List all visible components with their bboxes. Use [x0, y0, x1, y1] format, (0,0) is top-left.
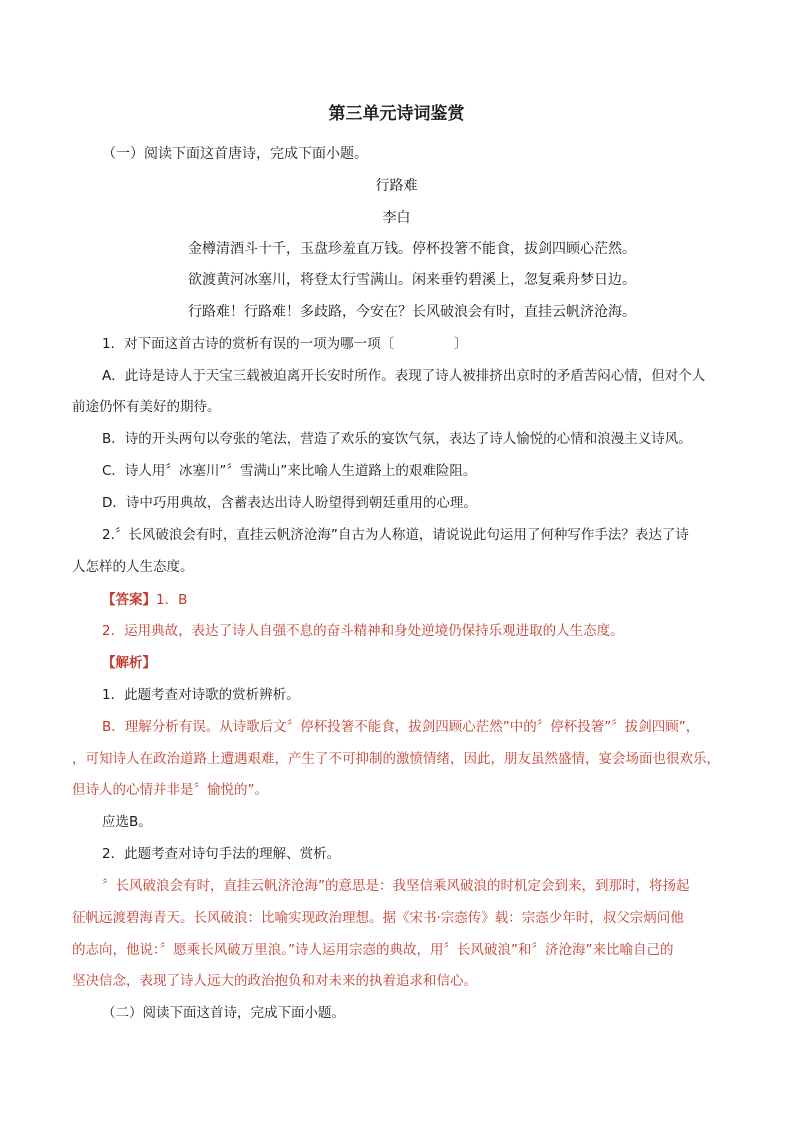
poem-line: 金樽清酒斗十千，玉盘珍羞直万钱。停杯投箸不能食，拔剑四顾心茫然。	[188, 241, 636, 257]
answer-label: 【答案】	[102, 592, 156, 608]
option-b: B．诗的开头两句以夸张的笔法，营造了欢乐的宴饮气氛，表达了诗人愉悦的心情和浪漫主义诗风。	[102, 431, 692, 447]
poem-author: 李白	[382, 210, 411, 226]
question-2: 2.〞长风破浪会有时，直挂云帆济沧海”自古为人称道，请说说此句运用了何种写作手法？表达了诗	[102, 527, 689, 543]
analysis-1-line: 但诗人的心情并非是〞愉悦的”。	[72, 782, 268, 798]
poem-line: 欲渡黄河冰塞川，将登太行雪满山。闲来垂钓碧溪上，忽复乘舟梦日边。	[188, 272, 636, 288]
analysis-2-line: 征帆远渡碧海青天。长风破浪：比喻实现政治理想。据《宋书·宗悫传》载：宗悫少年时，叔父宗炳问他	[72, 910, 684, 926]
question-2-cont: 人怎样的人生态度。	[72, 559, 194, 575]
option-c: C．诗人用〞冰塞川”〞雪满山”来比喻人生道路上的艰难险阻。	[102, 463, 477, 479]
poem-line: 行路难！行路难！多歧路，今安在？长风破浪会有时，直挂云帆济沧海。	[188, 304, 636, 320]
answer-line-1	[102, 590, 187, 610]
answer-2: 2．运用典故，表达了诗人自强不息的奋斗精神和身处逆境仍保持乐观进取的人生态度。	[102, 623, 624, 639]
option-a: A．此诗是诗人于天宝三载被迫离开长安时所作。表现了诗人被排挤出京时的矛盾苦闷心情，但对个人	[102, 368, 706, 384]
analysis-2-line: 坚决信念，表现了诗人远大的政治抱负和对未来的执着追求和信心。	[72, 973, 477, 989]
analysis-2-line: 〞长风破浪会有时，直挂云帆济沧海”的意思是：我坚信乘风破浪的时机定会到来，到那时，将扬起	[102, 878, 690, 894]
question-1-stem	[102, 334, 468, 354]
analysis-1-intro: 1．此题考查对诗歌的赏析辨析。	[102, 687, 300, 703]
analysis-2-line: 的志向，他说：〞愿乘长风破万里浪。”诗人运用宗悫的典故，用〞长风破浪”和〞济沧海”来比喻自己的	[72, 942, 674, 958]
poem-title: 行路难	[375, 178, 418, 194]
option-a-cont: 前途仍怀有美好的期待。	[72, 399, 221, 415]
analysis-1-line: B．理解分析有误。从诗歌后文〞停杯投箸不能食，拔剑四顾心茫然”中的〞停杯投箸”〞拔剑四顾”，	[102, 719, 700, 735]
section2-intro: （二）阅读下面这首诗，完成下面小题。	[102, 1005, 345, 1021]
option-d: D．诗中巧用典故，含蓄表达出诗人盼望得到朝廷重用的心理。	[102, 495, 477, 511]
page-title: 第三单元诗词鉴赏	[328, 104, 465, 124]
question-1-text: 1．对下面这首古诗的赏析有误的一项为哪一项〔	[102, 336, 395, 352]
analysis-2-intro: 2．此题考查对诗句手法的理解、赏析。	[102, 846, 341, 862]
analysis-1-choice: 应选B。	[102, 814, 152, 830]
analysis-1-line: ，可知诗人在政治道路上遭遇艰难，产生了不可抑制的激愤情绪，因此，朋友虽然盛情，宴会场面也很欢乐，	[72, 751, 720, 767]
analysis-label: 【解析】	[102, 655, 156, 671]
section1-intro: （一）阅读下面这首唐诗，完成下面小题。	[102, 146, 368, 162]
answer-1: 1．B	[156, 592, 188, 608]
question-1-close: 〕	[454, 336, 468, 352]
